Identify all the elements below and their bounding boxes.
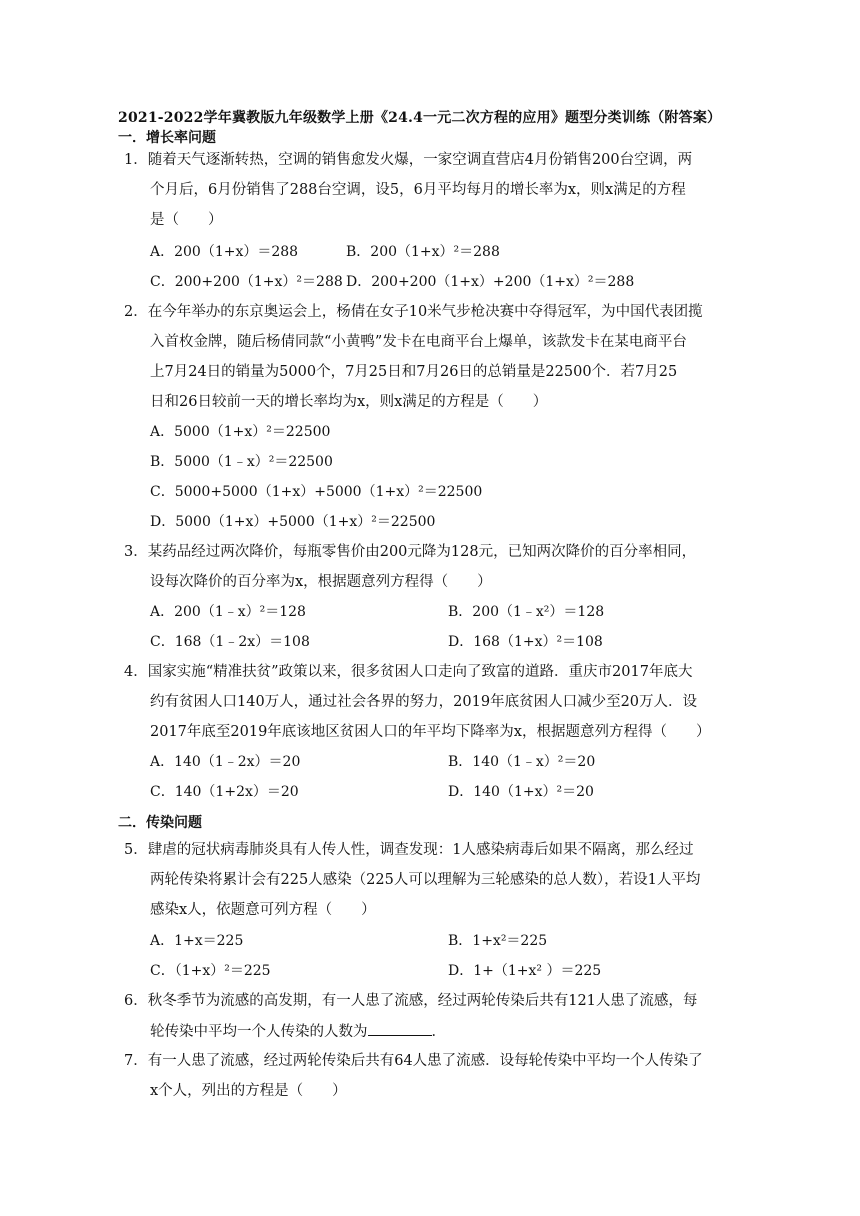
question-2-option-b: B．5000（1﹣x）²＝22500 [150,454,333,470]
question-6-text [150,1021,446,1042]
question-5-option-c: C．（1+x）²＝225 [150,963,271,979]
question-4-option-b: B．140（1﹣x）²＝20 [448,754,596,770]
question-2-option-d: D．5000（1+x）+5000（1+x）²＝22500 [150,514,436,530]
question-5-option-b: B．1+x²＝225 [448,933,548,949]
question-7-text: x个人，列出的方程是（ ） [150,1083,347,1099]
question-3-text: 3．某药品经过两次降价，每瓶零售价由200元降为128元，已知两次降价的百分率相同， [124,544,697,560]
question-3-option-d: D．168（1+x）²＝108 [448,634,603,650]
question-3-option-c: C．168（1﹣2x）＝108 [150,634,310,650]
question-4-option-d: D．140（1+x）²＝20 [448,784,594,800]
question-2-option-c: C．5000+5000（1+x）+5000（1+x）²＝22500 [150,484,483,500]
question-1-option-d: D．200+200（1+x）+200（1+x）²＝288 [346,274,635,290]
question-4-text: 约有贫困人口140万人，通过社会各界的努力，2019年底贫困人口减少至20万人．设 [150,694,698,710]
question-4-option-a: A．140（1﹣2x）＝20 [150,754,301,770]
question-3-option-a: A．200（1﹣x）²＝128 [150,604,306,620]
question-5-option-d: D．1+（1+x² ）＝225 [448,963,602,979]
document-title: 2021-2022学年冀教版九年级数学上册《24.4一元二次方程的应用》题型分类训练（附答案） [118,110,722,126]
question-2-text: 入首枚金牌，随后杨倩同款“小黄鸭”发卡在电商平台上爆单，该款发卡在某电商平台 [150,334,687,350]
question-5-option-a: A．1+x＝225 [150,933,244,949]
question-6-period: ． [431,1024,446,1040]
question-5-text: 5．肆虐的冠状病毒肺炎具有人传人性，调查发现：1人感染病毒后如果不隔离，那么经过 [124,842,694,858]
question-1-text: 1．随着天气逐渐转热，空调的销售愈发火爆，一家空调直营店4月份销售200台空调，两 [124,152,693,168]
question-2-text: 2．在今年举办的东京奥运会上，杨倩在女子10米气步枪决赛中夺得冠军，为中国代表团揽 [124,304,703,320]
question-6-text: 6．秋冬季节为流感的高发期，有一人患了流感，经过两轮传染后共有121人患了流感，每 [124,993,698,1009]
question-2-text: 日和26日较前一天的增长率均为x，则x满足的方程是（ ） [150,394,548,410]
question-2-option-a: A．5000（1+x）²＝22500 [150,424,331,440]
question-1-option-c: C．200+200（1+x）²＝288 [150,274,343,290]
question-3-text: 设每次降价的百分率为x，根据题意列方程得（ ） [150,574,492,590]
answer-blank[interactable] [368,1021,432,1036]
section-heading-growth-rate: 一．增长率问题 [118,130,216,146]
section-heading-infection: 二．传染问题 [118,815,202,831]
question-5-text: 感染x人，依题意可列方程（ ） [150,902,376,918]
question-4-text: 2017年底至2019年底该地区贫困人口的年平均下降率为x，根据题意列方程得（ ） [150,724,711,740]
question-7-text: 7．有一人患了流感，经过两轮传染后共有64人患了流感．设每轮传染中平均一个人传染了 [124,1053,703,1069]
question-1-text: 个月后，6月份销售了288台空调，设5，6月平均每月的增长率为x，则x满足的方程 [150,182,686,198]
question-4-option-c: C．140（1+2x）＝20 [150,784,299,800]
question-5-text: 两轮传染将累计会有225人感染（225人可以理解为三轮感染的总人数），若设1人平均 [150,872,701,888]
question-1-text: 是（ ） [150,212,223,228]
question-2-text: 上7月24日的销量为5000个，7月25日和7月26日的总销量是22500个．若7月25 [150,364,678,380]
question-6-prompt: 轮传染中平均一个人传染的人数为 [150,1024,368,1040]
question-3-option-b: B．200（1﹣x²）＝128 [448,604,605,620]
question-1-option-b: B．200（1+x）²＝288 [346,244,500,260]
question-4-text: 4．国家实施“精准扶贫”政策以来，很多贫困人口走向了致富的道路．重庆市2017年底大 [124,664,693,680]
question-1-option-a: A．200（1+x）＝288 [150,244,299,260]
